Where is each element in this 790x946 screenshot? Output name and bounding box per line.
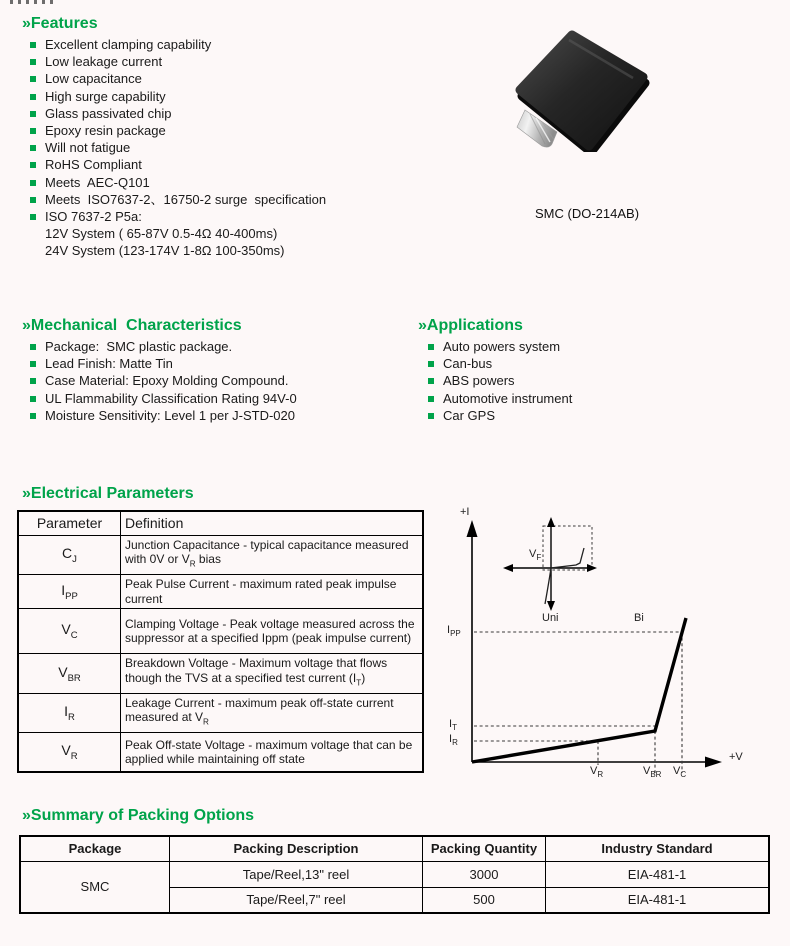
parameter-symbol: $I_{PP}$ [18, 575, 121, 609]
bullet-icon [428, 413, 434, 419]
bullet-icon [30, 162, 36, 168]
packing-description-cell: Tape/Reel,7" reel [170, 887, 423, 913]
table-row [18, 693, 423, 733]
bullet-icon [30, 145, 36, 151]
package-caption: SMC (DO-214AB) [535, 206, 640, 221]
list-item: ISO 7637-2 P5a: [22, 208, 326, 225]
packing-quantity-cell: 500 [423, 887, 546, 913]
bullet-icon [30, 94, 36, 100]
list-item: Meets AEC-Q101 [22, 174, 326, 191]
bullet-icon [30, 378, 36, 384]
industry-standard-cell: EIA-481-1 [546, 887, 770, 913]
bullet-icon [30, 59, 36, 65]
list-item: Auto powers system [420, 338, 572, 355]
list-item: Low leakage current [22, 53, 326, 70]
applications-list [420, 338, 572, 424]
table-row [18, 575, 423, 609]
chevron-icon: » [418, 317, 427, 334]
column-header: Parameter [18, 511, 121, 535]
package-cell: SMC [20, 861, 170, 913]
parameter-definition: Junction Capacitance - typical capacitance measured with 0V or $V_R$ bias [121, 535, 424, 575]
bullet-icon [428, 344, 434, 350]
ipp-label: $I_{PP}$ [447, 624, 461, 639]
vi-curve-canvas [440, 495, 790, 795]
vi-characteristic-diagram [440, 495, 790, 795]
cropped-text-remnant [10, 0, 56, 4]
parameter-symbol: $V_{BR}$ [18, 654, 121, 694]
bullet-icon [30, 128, 36, 134]
list-item: Low capacitance [22, 70, 326, 87]
parameter-symbol: $I_R$ [18, 693, 121, 733]
parameter-symbol: $C_J$ [18, 535, 121, 575]
list-item: Epoxy resin package [22, 122, 326, 139]
bullet-icon [428, 361, 434, 367]
column-header: Packing Description [170, 836, 423, 861]
list-item: Automotive instrument [420, 390, 572, 407]
electrical-heading [22, 485, 194, 503]
list-item: UL Flammability Classification Rating 94V-0 [22, 390, 297, 407]
list-item: Package: SMC plastic package. [22, 338, 297, 355]
x-axis-label: +V [729, 751, 743, 763]
applications-heading [418, 317, 523, 335]
electrical-title: Electrical Parameters [30, 485, 194, 502]
bullet-icon [30, 197, 36, 203]
chevron-icon: » [22, 317, 31, 334]
parameter-definition: Breakdown Voltage - Maximum voltage that flows though the TVS at a specified test current $(I_T)$ [121, 654, 424, 694]
package-photo [505, 30, 655, 152]
mechanical-heading [22, 317, 242, 335]
bullet-icon [30, 111, 36, 117]
it-label: $I_T$ [449, 718, 457, 733]
dashed-guides [474, 632, 682, 773]
chevron-icon: » [22, 807, 31, 824]
bullet-icon [30, 214, 36, 220]
table-header-row [20, 836, 769, 861]
table-header-row [18, 511, 423, 535]
bullet-icon [428, 378, 434, 384]
bullet-icon [30, 42, 36, 48]
bullet-icon [30, 413, 36, 419]
list-item: ABS powers [420, 372, 572, 389]
column-header: Package [20, 836, 170, 861]
vr-label: $V_R$ [590, 765, 604, 780]
packing-description-cell: Tape/Reel,13" reel [170, 861, 423, 887]
vf-label: $V_F$ [529, 548, 542, 563]
table-row [18, 733, 423, 772]
list-item-continuation: 24V System (123-174V 1-8Ω 100-350ms) [45, 243, 285, 259]
parameter-definition: Leakage Current - maximum peak off-state current measured at $V_R$ [121, 693, 424, 733]
packing-options-table [19, 835, 770, 914]
table-row [20, 861, 769, 887]
chevron-icon: » [22, 485, 31, 502]
column-header: Definition [121, 511, 424, 535]
list-item: Case Material: Epoxy Molding Compound. [22, 372, 297, 389]
table-row [18, 535, 423, 575]
electrical-parameters-table [17, 510, 424, 773]
packing-heading [22, 807, 254, 825]
list-item: Car GPS [420, 407, 572, 424]
y-axis-label: +I [460, 506, 470, 518]
bullet-icon [30, 361, 36, 367]
packing-quantity-cell: 3000 [423, 861, 546, 887]
list-item-continuation: 12V System ( 65-87V 0.5-4Ω 40-400ms) [45, 226, 278, 242]
table-row [18, 609, 423, 654]
parameter-definition: Peak Pulse Current - maximum rated peak impulse current [121, 575, 424, 609]
list-item: RoHS Compliant [22, 156, 326, 173]
bullet-icon [30, 180, 36, 186]
parameter-symbol: $V_C$ [18, 609, 121, 654]
uni-inset [503, 517, 597, 611]
list-item: Can-bus [420, 355, 572, 372]
features-heading [22, 15, 98, 33]
list-item: Moisture Sensitivity: Level 1 per J-STD-020 [22, 407, 297, 424]
chevron-icon: » [22, 15, 31, 32]
list-item: Lead Finish: Matte Tin [22, 355, 297, 372]
vbr-label: $V_{BR}$ [643, 765, 662, 780]
features-title: Features [30, 15, 98, 32]
list-item: Will not fatigue [22, 139, 326, 156]
packing-title: Summary of Packing Options [30, 807, 255, 824]
applications-title: Applications [426, 317, 523, 334]
ir-label: $I_R$ [449, 733, 458, 748]
column-header: Packing Quantity [423, 836, 546, 861]
uni-label: Uni [542, 612, 559, 624]
list-item: Meets ISO7637-2、16750-2 surge specification [22, 191, 326, 208]
parameter-definition: Peak Off-state Voltage - maximum voltage that can be applied while maintaining off state [121, 733, 424, 772]
column-header: Industry Standard [546, 836, 770, 861]
mechanical-list [22, 338, 297, 424]
bi-label: Bi [634, 612, 644, 624]
parameter-symbol: $V_R$ [18, 733, 121, 772]
vc-label: $V_C$ [673, 765, 687, 780]
bullet-icon [30, 396, 36, 402]
mechanical-title: Mechanical Characteristics [30, 317, 242, 334]
bullet-icon [30, 344, 36, 350]
main-axes [467, 520, 723, 768]
parameter-definition: Clamping Voltage - Peak voltage measured across the suppressor at a specified Ippm (peak impulse current) [121, 609, 424, 654]
vi-curve [472, 618, 686, 762]
list-item: Excellent clamping capability [22, 36, 326, 53]
table-row [18, 654, 423, 694]
list-item: High surge capability [22, 88, 326, 105]
list-item: Glass passivated chip [22, 105, 326, 122]
bullet-icon [30, 76, 36, 82]
bullet-icon [428, 396, 434, 402]
features-list [22, 36, 326, 259]
industry-standard-cell: EIA-481-1 [546, 861, 770, 887]
